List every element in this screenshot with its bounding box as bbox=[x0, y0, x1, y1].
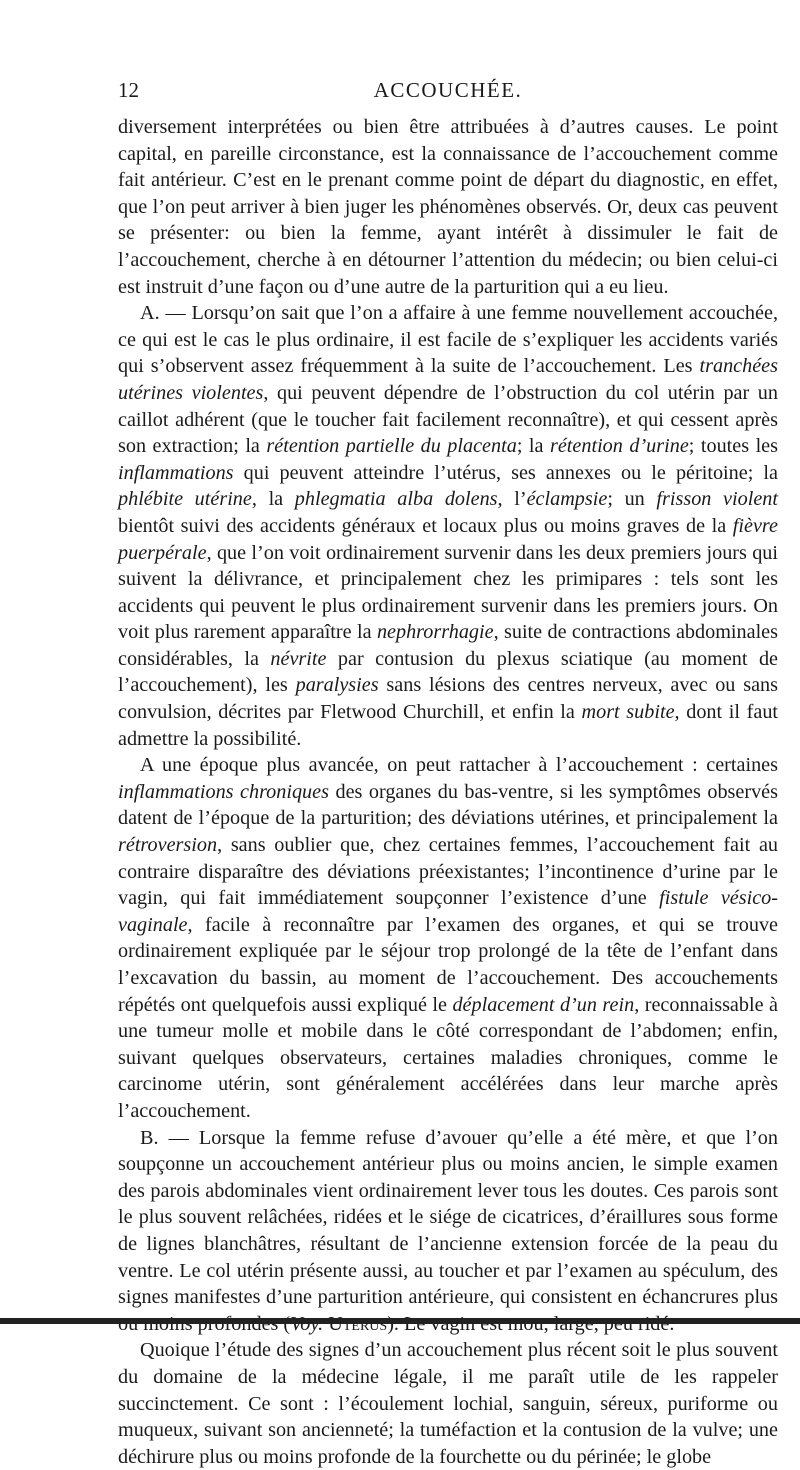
italic-term: inflammations bbox=[118, 461, 234, 484]
italic-term: frisson violent bbox=[656, 488, 778, 511]
text-run: A une époque plus avancée, on peut rattacher à l’accouchement : certaines bbox=[140, 754, 778, 777]
italic-term: inflammations chroniques bbox=[118, 780, 329, 803]
text-run: qui peuvent atteindre l’utérus, ses annexes ou le péritoine; la bbox=[233, 461, 778, 484]
paragraph bbox=[118, 1337, 778, 1470]
paragraph bbox=[118, 752, 778, 1124]
italic-term: fistule vésico-vaginale bbox=[118, 887, 778, 936]
page-header bbox=[118, 78, 778, 108]
text-run: A. — Lorsqu’on sait que l’on a affaire à une femme nouvellement accouchée, ce qui est le cas le plus ordinaire, il est facile de s’expliquer les accidents variés qui s’observent assez fréquemment à la suite de l’accouchement. Les bbox=[118, 302, 778, 378]
italic-term: mort subite bbox=[581, 701, 675, 724]
italic-term: rétroversion bbox=[118, 834, 218, 857]
paragraph bbox=[118, 1125, 778, 1338]
text-run: ; la bbox=[516, 435, 550, 458]
text-run: B. — Lorsque la femme refuse d’avouer qu’elle a été mère, et que l’on soupçonne un accouchement antérieur plus ou moins ancien, le simple examen des parois abdominales vient ordinairement lever tous les doutes. Ces parois sont le plus souvent relâchées, ridées et le siége de cicatrices, d’éraillures sous forme de lignes blanchâtres, résultant de l’ancienne extension forcée de la peau du ventre. Le col utérin présente aussi, au toucher et par l’examen au spéculum, des signes manifestes d’une parturition antérieure, qui consistent en échancrures plus bbox=[118, 1126, 778, 1309]
italic-term: rétention d’urine bbox=[549, 435, 689, 458]
text-run: , la bbox=[251, 488, 295, 511]
text-run: par contusion du plexus sciatique (au moment de l’accouchement), les bbox=[118, 647, 778, 697]
text-run: des organes du bas-ventre, si les symptômes observés datent de l’époque de la parturition; des déviations utérines, et principalement la bbox=[118, 780, 778, 830]
italic-term: éclampsie bbox=[526, 488, 608, 511]
italic-term: phlegmatia alba dolens bbox=[294, 488, 498, 511]
page-number: 12 bbox=[118, 78, 139, 102]
italic-term: déplacement d’un rein bbox=[452, 993, 635, 1016]
italic-term: nephrorrhagie bbox=[376, 621, 494, 644]
italic-term: fièvre puerpérale bbox=[118, 514, 778, 564]
text-run: bientôt suivi des accidents généraux et locaux plus ou moins graves de la bbox=[118, 514, 733, 537]
text-run: , l’ bbox=[497, 488, 527, 511]
text-run: , dont il faut admettre la possibilité. bbox=[118, 701, 779, 750]
body-text bbox=[118, 114, 778, 1470]
text-run: , qui peuvent dépendre de l’obstruction du col utérin par un caillot adhérent (que le toucher fait facilement reconnaître), et qui cessent après son extraction; la bbox=[118, 381, 778, 458]
italic-term: phlébite utérine bbox=[118, 488, 252, 511]
text-run: ; un bbox=[607, 488, 657, 511]
italic-term: névrite bbox=[270, 647, 327, 670]
paragraph bbox=[118, 300, 778, 752]
text-run: ; toutes les bbox=[688, 435, 778, 458]
text-run: , suite de contractions abdominales considérables, la bbox=[118, 621, 778, 670]
running-title: ACCOUCHÉE. bbox=[373, 78, 523, 102]
italic-term: tranchées utérines violentes bbox=[118, 355, 778, 404]
text-run: , que l’on voit ordinairement survenir dans les deux premiers jours qui suivent la délivrance, et principalement chez les primipares : tels sont les accidents qui peuvent le plus ordinairement survenir dans les premiers jours. On voit plus rarement apparaître la bbox=[118, 541, 778, 644]
italic-term: paralysies bbox=[295, 674, 379, 697]
text-run: , reconnaissable à une tumeur molle et mobile dans le côté correspondant de l’abdomen; enfin, suivant quelques observateurs, certaines maladies chroniques, comme le carcinome utérin, sont généralement accélérées dans leur marche après l’accouchement. bbox=[118, 993, 778, 1122]
text-run: , sans oublier que, chez certaines femmes, l’accouchement fait au contraire disparaître des déviations préexistantes; l’incontinence d’urine par le vagin, qui fait immédiatement soupçonner l’existence d’une bbox=[118, 834, 778, 910]
page-edge-rule bbox=[0, 1318, 800, 1324]
text-run: sans lésions des centres nerveux, avec ou sans convulsion, décrites par Fletwood Churchill, et enfin la bbox=[118, 674, 778, 724]
text-run: , facile à reconnaître par l’examen des organes, et qui se trouve ordinairement expliquée par le séjour trop prolongé de la tête de l’enfant dans l’excavation du bassin, au moment de l’accouchement. Des accouchements répétés ont quelquefois aussi expliqué le bbox=[118, 913, 778, 1016]
text-run: diversement interprétées ou bien être attribuées à d’autres causes. Le point capital, en pareille circonstance, est la connaissance de l’accouchement comme fait antérieur. C’est en le prenant comme point de départ du diagnostic, en effet, que l’on peut arriver à bien juger les phénomènes observés. Or, deux cas peuvent se présenter: ou bien la femme, ayant intérêt à dissimuler le fait de l’accouchement, cherche à en détourner l’attention du médecin; ou bien celui-ci est instruit d’une façon ou d’une autre de la parturition qui a eu lieu. bbox=[118, 116, 778, 298]
text-run: Quoique l’étude des signes d’un accouchement plus récent soit le plus souvent du domaine de la médecine légale, il me paraît utile de les rappeler succinctement. Ce sont : l’écoulement lochial, sanguin, séreux, puriforme ou muqueux, suivant son ancienneté; la tuméfaction et la contusion de la vulve; une déchirure plus ou moins profonde de la fourchette ou du périnée; le globe bbox=[118, 1339, 778, 1468]
paragraph bbox=[118, 114, 778, 300]
italic-term: rétention partielle du placenta bbox=[266, 435, 517, 458]
